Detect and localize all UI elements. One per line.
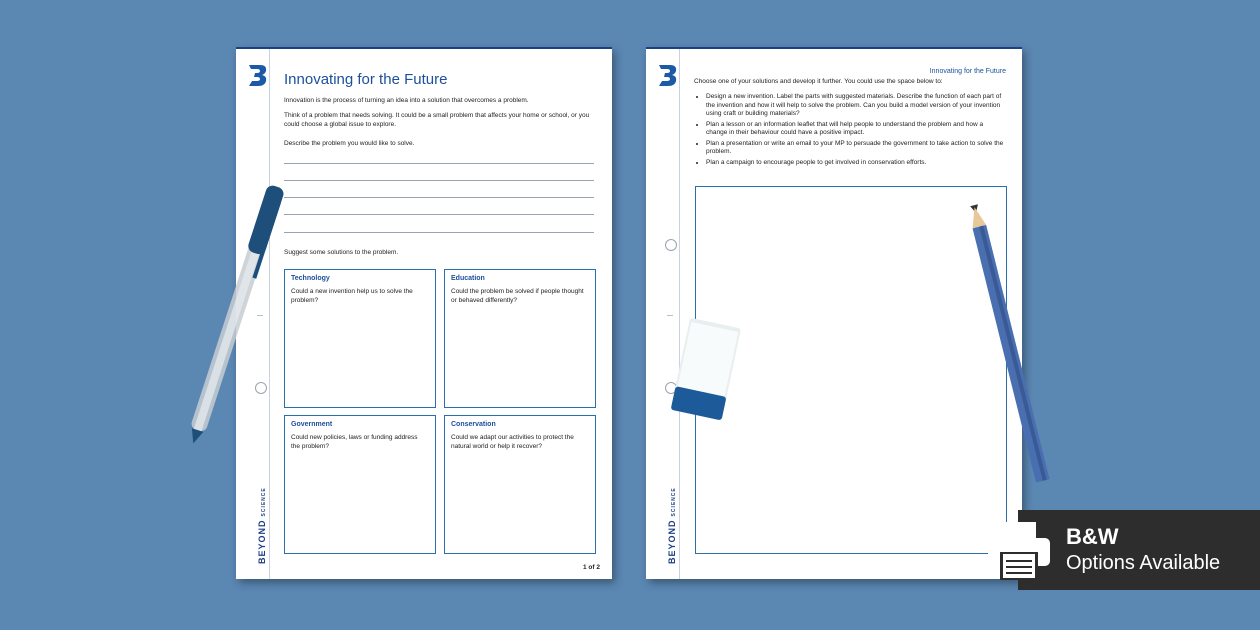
list-item: • Design a new invention. Label the parts with suggested materials. Describe the function of each part of the invention and how it will help to solve the problem. Can you build a model version of your invention using craft or building materials? [706,93,1006,119]
worksheet-page-1 [236,47,612,579]
answer-line [284,180,594,181]
list-item: • Plan a presentation or write an email to your MP to persuade the government to take action to solve the problem. [706,140,1006,157]
box-body: Could new policies, laws or funding address the problem? [291,434,418,450]
brand-sub: SCIENCE [261,487,267,517]
box-body: Could we adapt our activities to protect the natural world or help it recover? [451,434,574,450]
list-item: • Plan a campaign to encourage people to get involved in conservation efforts. [706,159,1006,168]
pencil-icon [968,200,1058,490]
list-item: • Plan a lesson or an information leaflet that will help people to understand the problem and how a change in their behaviour could have a positive impact. [706,121,1006,138]
badge-subtitle: Options Available [1066,552,1221,574]
think-text: Think of a problem that needs solving. It could be a small problem that affects your home or school, or you could choose a global issue to explore. [284,112,590,128]
logo-icon [246,63,268,87]
page-title: Innovating for the Future [284,71,448,88]
brand-word: BEYOND [667,519,677,564]
solution-box-education [444,269,596,408]
solutions-prompt: Suggest some solutions to the problem. [284,249,399,256]
box-body: Could a new invention help us to solve the problem? [291,288,413,304]
box-heading: Education [451,275,485,282]
worksheet-page-2 [646,47,1022,579]
box-body: Could the problem be solved if people thought or behaved differently? [451,288,584,304]
running-header: Innovating for the Future [929,68,1006,75]
brand-word: BEYOND [257,519,267,564]
intro-text: Innovation is the process of turning an idea into a solution that overcomes a problem. [284,97,529,104]
task-list [694,93,1006,169]
solution-box-government [284,415,436,554]
answer-line [284,163,594,164]
punch-hole [665,239,677,251]
intro-text: Choose one of your solutions and develop it further. You could use the space below to: [694,78,943,85]
box-heading: Government [291,421,333,428]
logo-icon [656,63,678,87]
eraser-icon [665,318,745,428]
solution-box-conservation [444,415,596,554]
brand-vertical [257,484,267,564]
answer-line [284,197,594,198]
printer-icon [986,520,1052,582]
margin-line [679,49,680,579]
answer-line [284,214,594,215]
pen-icon [180,180,290,450]
page-number: 1 of 2 [583,564,600,571]
margin-tick [667,315,673,316]
box-heading: Technology [291,275,330,282]
solution-box-technology [284,269,436,408]
bw-options-badge [1018,510,1260,590]
describe-prompt: Describe the problem you would like to solve. [284,140,415,147]
brand-sub: SCIENCE [671,487,677,517]
box-heading: Conservation [451,421,496,428]
brand-vertical [667,484,677,564]
badge-title: B&W [1066,524,1119,549]
answer-line [284,232,594,233]
